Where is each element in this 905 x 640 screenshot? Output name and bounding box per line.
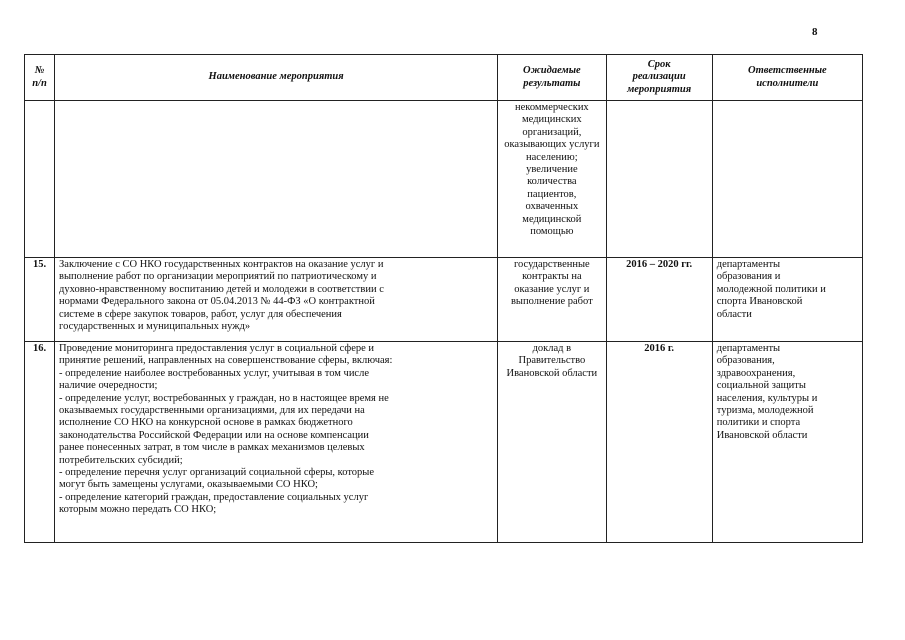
- text-line: молодежной политики и: [716, 283, 826, 295]
- text-line: образования и: [716, 271, 781, 283]
- text-line: доклад в: [532, 343, 572, 354]
- table-row: [25, 258, 863, 342]
- text-line: Проведение мониторинга предоставления услуг в социальной сфере и: [59, 343, 375, 354]
- text-line: некоммерческих: [515, 102, 589, 113]
- text-line: могут быть замещены услугами, оказываемыми СО НКО;: [59, 479, 318, 491]
- text-line: социальной защиты: [716, 380, 806, 392]
- header-results-line: Ожидаемые: [523, 65, 581, 77]
- text-line: исполнение СО НКО на конкурсной основе в рамках бюджетного: [59, 417, 353, 429]
- cell-name: [55, 258, 498, 342]
- text-line: охваченных: [525, 201, 579, 213]
- header-num-line: №: [34, 65, 45, 77]
- text-line: увеличение: [526, 164, 578, 176]
- table-header-row: [25, 55, 863, 101]
- cell-executors: [712, 342, 862, 543]
- header-results-line: результаты: [523, 77, 581, 89]
- header-num-line: п/п: [32, 77, 47, 89]
- cell-results: [498, 342, 606, 543]
- text-line: области: [716, 308, 752, 320]
- cell-term: [606, 101, 712, 258]
- text-line: системе в сфере закупок товаров, работ, услуг для обеспечения: [59, 308, 342, 320]
- text-line: департаменты: [716, 259, 781, 270]
- text-line: населения, культуры и: [716, 392, 818, 404]
- cell-num: 15.: [25, 258, 55, 342]
- events-table: [24, 54, 863, 543]
- text-line: - определение услуг, востребованных у граждан, но в настоящее время не: [59, 392, 389, 404]
- text-line: - определение категорий граждан, предоставление социальных услуг: [59, 491, 369, 503]
- header-executors-line: Ответственные: [748, 65, 827, 77]
- text-line: медицинских: [522, 114, 582, 126]
- table-row: [25, 342, 863, 543]
- page-number: 8: [812, 26, 818, 38]
- text-line: оказываемых государственными организациями, для их передачи на: [59, 405, 365, 417]
- text-line: контракты на: [522, 271, 582, 283]
- text-line: которым можно передать СО НКО;: [59, 504, 217, 516]
- cell-executors: [712, 258, 862, 342]
- text-line: законодательства Российской Федерации или на основе компенсации: [59, 429, 369, 441]
- text-line: выполнение работ по организации мероприятий по патриотическому и: [59, 271, 377, 283]
- cell-term: 2016 г.: [606, 342, 712, 543]
- text-line: принятие решений, направленных на совершенствование сферы, включая:: [59, 355, 393, 367]
- text-line: количества: [527, 176, 577, 188]
- text-line: медицинской: [522, 213, 582, 225]
- cell-term: 2016 – 2020 гг.: [606, 258, 712, 342]
- header-name: Наименование мероприятия: [55, 55, 498, 101]
- header-results: [498, 55, 606, 101]
- text-line: помощью: [530, 226, 574, 238]
- header-executors-line: исполнители: [756, 77, 819, 89]
- text-line: здравоохранения,: [716, 367, 796, 379]
- cell-name: [55, 101, 498, 258]
- text-line: выполнение работ: [510, 296, 593, 308]
- text-line: государственных и муниципальных нужд»: [59, 321, 251, 333]
- text-line: организаций,: [522, 126, 582, 138]
- cell-results: [498, 101, 606, 258]
- header-term-line: мероприятия: [627, 83, 692, 95]
- cell-executors: [712, 101, 862, 258]
- cell-num: 16.: [25, 342, 55, 543]
- text-line: государственные: [514, 259, 590, 270]
- cell-results: [498, 258, 606, 342]
- cell-num: [25, 101, 55, 258]
- text-line: потребительских субсидий;: [59, 454, 183, 466]
- text-line: спорта Ивановской: [716, 296, 803, 308]
- text-line: пациентов,: [527, 188, 577, 200]
- header-num: [25, 55, 55, 101]
- text-line: наличие очередности;: [59, 380, 158, 392]
- text-line: духовно-нравственному воспитанию детей и молодежи в соответствии с: [59, 283, 384, 295]
- text-line: - определение наиболее востребованных услуг, учитывая в том числе: [59, 367, 369, 379]
- text-line: оказание услуг и: [514, 283, 590, 295]
- text-line: Правительство: [518, 355, 586, 367]
- text-line: Ивановской области: [716, 429, 808, 441]
- cell-name: [55, 342, 498, 543]
- text-line: оказывающих услуги: [504, 139, 600, 151]
- header-executors: [712, 55, 862, 101]
- text-line: образования,: [716, 355, 775, 367]
- text-line: населению;: [526, 151, 578, 163]
- text-line: департаменты: [716, 343, 781, 354]
- table-row-continued: [25, 101, 863, 258]
- text-line: Заключение с СО НКО государственных контрактов на оказание услуг и: [59, 259, 384, 270]
- text-line: политики и спорта: [716, 417, 801, 429]
- text-line: ранее понесенных затрат, в том числе в рамках механизмов целевых: [59, 442, 365, 454]
- header-term-line: Срок: [647, 58, 671, 70]
- text-line: - определение перечня услуг организаций социальной сферы, которые: [59, 467, 375, 479]
- text-line: нормами Федерального закона от 05.04.2013 № 44-ФЗ «О контрактной: [59, 296, 375, 308]
- text-line: Ивановской области: [506, 367, 598, 379]
- header-term: [606, 55, 712, 101]
- text-line: туризма, молодежной: [716, 405, 814, 417]
- header-term-line: реализации: [632, 71, 686, 83]
